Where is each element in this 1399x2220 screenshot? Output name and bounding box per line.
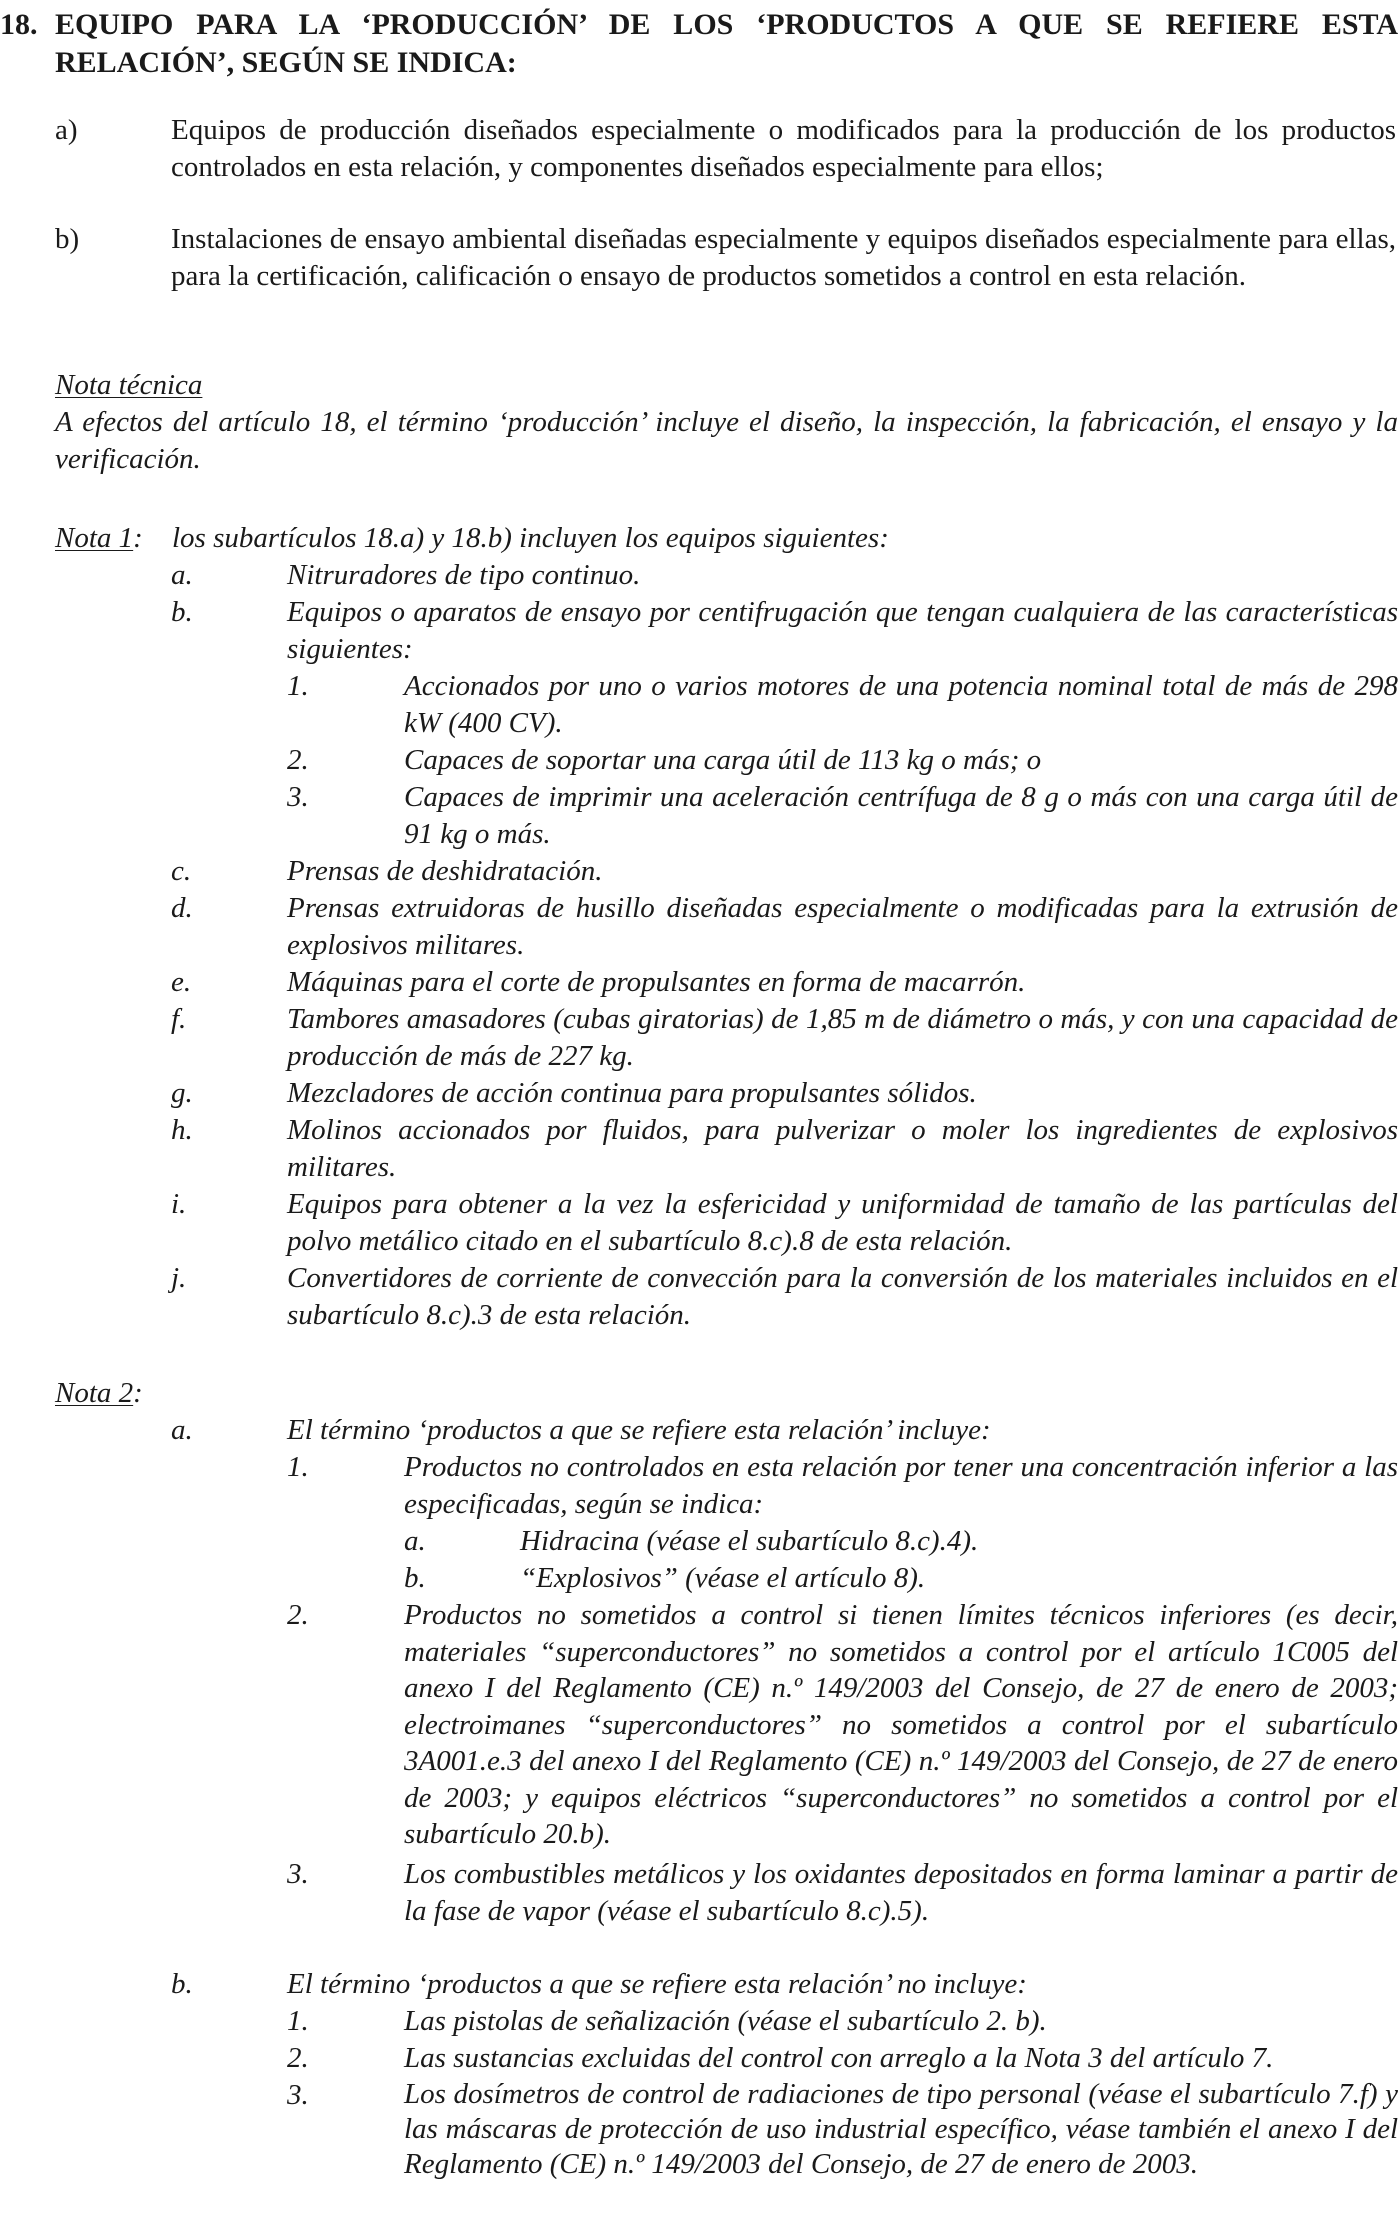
list-item-text: Nitruradores de tipo continuo. xyxy=(287,559,641,591)
sublist-item-text: Productos no sometidos a control si tienen límites técnicos inferiores (es decir, materiales “superconductores” no sometidos a control por el artículo 1C005 del anexo I del Reglamento (CE) n.º 149/2003 del Consejo, de 27 de enero de 2003; electroimanes “superconductores” no sometidos a control por el subartículo 3A001.e.3 del anexo I del Reglamento (CE) n.º 149/2003 del Consejo, de 27 de enero de 2003; y equipos eléctricos “superconductores” no sometidos a control por el subartículo 20.b). xyxy=(404,1599,1398,1850)
list-item-text: Máquinas para el corte de propulsantes en forma de macarrón. xyxy=(287,966,1026,998)
list-item-text: El término ‘productos a que se refiere esta relación’ no incluye: xyxy=(287,1968,1027,2000)
item-label: a) xyxy=(55,114,78,146)
nota2-title: Nota 2 xyxy=(55,1377,134,1409)
nota1-colon: : xyxy=(133,522,143,554)
sublist-item-text: Capaces de imprimir una aceleración centrífuga de 8 g o más con una carga útil de 91 kg o más. xyxy=(404,781,1398,850)
sublist-label: 2. xyxy=(287,1599,309,1631)
list-label: e. xyxy=(171,966,192,998)
list-label: i. xyxy=(171,1188,187,1220)
list-label: d. xyxy=(171,892,193,924)
subsub-label: a. xyxy=(404,1525,426,1557)
list-label: b. xyxy=(171,1968,193,2000)
sublist-item-text: Capaces de soportar una carga útil de 113 kg o más; o xyxy=(404,744,1042,776)
nota1-title: Nota 1 xyxy=(55,522,134,554)
list-item-text: Tambores amasadores (cubas giratorias) de 1,85 m de diámetro o más, y con una capacidad de producción de más de 227 kg. xyxy=(287,1003,1398,1072)
list-item-text: Prensas de deshidratación. xyxy=(287,855,603,887)
sublist-item-text: Las sustancias excluidas del control con arreglo a la Nota 3 del artículo 7. xyxy=(404,2042,1274,2074)
section-number: 18. xyxy=(0,8,38,41)
list-item-text: Molinos accionados por fluidos, para pulverizar o moler los ingredientes de explosivos militares. xyxy=(287,1114,1398,1183)
sublist-label: 3. xyxy=(287,1858,309,1890)
list-item-text: Equipos para obtener a la vez la esfericidad y uniformidad de tamaño de las partículas del polvo metálico citado en el subartículo 8.c).8 de esta relación. xyxy=(287,1188,1398,1257)
sublist-label: 2. xyxy=(287,2042,309,2074)
list-label: c. xyxy=(171,855,192,887)
sublist-item-text: Productos no controlados en esta relación por tener una concentración inferior a las especificadas, según se indica: xyxy=(404,1451,1398,1520)
item-text: Instalaciones de ensayo ambiental diseñadas especialmente y equipos diseñados especialmente para ellas, para la certificación, calificación o ensayo de productos sometidos a control en esta relación. xyxy=(171,223,1396,292)
sublist-item-text: Los combustibles metálicos y los oxidantes depositados en forma laminar a partir de la fase de vapor (véase el subartículo 8.c).5). xyxy=(404,1858,1398,1927)
technical-note-title: Nota técnica xyxy=(55,369,203,401)
nota1-intro: los subartículos 18.a) y 18.b) incluyen los equipos siguientes: xyxy=(172,522,889,554)
sublist-label: 1. xyxy=(287,2005,309,2037)
technical-note-text: A efectos del artículo 18, el término ‘producción’ incluye el diseño, la inspección, la fabricación, el ensayo y la verificación. xyxy=(55,406,1398,475)
sublist-label: 3. xyxy=(287,781,309,813)
item-label: b) xyxy=(55,223,80,255)
subsub-label: b. xyxy=(404,1562,426,1594)
sublist-label: 2. xyxy=(287,744,309,776)
sublist-item-text: Los dosímetros de control de radiaciones de tipo personal (véase el subartículo 7.f) y las máscaras de protección de uso industrial específico, véase también el anexo I del Reglamento (CE) n.º 149/2003 del Consejo, de 27 de enero de 2003. xyxy=(404,2078,1398,2180)
list-label: g. xyxy=(171,1077,193,1109)
list-item-text: El término ‘productos a que se refiere esta relación’ incluye: xyxy=(287,1414,991,1446)
list-item-text: Convertidores de corriente de convección para la conversión de los materiales incluidos en el subartículo 8.c).3 de esta relación. xyxy=(287,1262,1398,1331)
section-title: EQUIPO PARA LA ‘PRODUCCIÓN’ DE LOS ‘PRODUCTOS A QUE SE REFIERE ESTA RELACIÓN’, SEGÚN SE INDICA: xyxy=(55,8,1398,79)
list-label: a. xyxy=(171,1414,193,1446)
nota1-heading xyxy=(55,520,143,557)
sublist-label: 1. xyxy=(287,670,309,702)
list-item-text: Prensas extruidoras de husillo diseñadas especialmente o modificadas para la extrusión de explosivos militares. xyxy=(287,892,1398,961)
nota2-heading xyxy=(55,1375,143,1412)
list-label: j. xyxy=(171,1262,187,1294)
sublist-item-text: Las pistolas de señalización (véase el subartículo 2. b). xyxy=(404,2005,1047,2037)
subsub-item-text: Hidracina (véase el subartículo 8.c).4). xyxy=(520,1525,979,1557)
sublist-label: 3. xyxy=(287,2079,309,2111)
item-text: Equipos de producción diseñados especialmente o modificados para la producción de los productos controlados en esta relación, y componentes diseñados especialmente para ellos; xyxy=(171,114,1396,183)
list-label: a. xyxy=(171,559,193,591)
list-label: b. xyxy=(171,596,193,628)
subsub-item-text: “Explosivos” (véase el artículo 8). xyxy=(520,1562,926,1594)
sublist-label: 1. xyxy=(287,1451,309,1483)
list-item-text: Mezcladores de acción continua para propulsantes sólidos. xyxy=(287,1077,977,1109)
list-label: f. xyxy=(171,1003,187,1035)
list-item-text: Equipos o aparatos de ensayo por centifrugación que tengan cualquiera de las características siguientes: xyxy=(287,596,1398,665)
list-label: h. xyxy=(171,1114,193,1146)
nota2-colon: : xyxy=(133,1377,143,1409)
sublist-item-text: Accionados por uno o varios motores de una potencia nominal total de más de 298 kW (400 CV). xyxy=(404,670,1398,739)
